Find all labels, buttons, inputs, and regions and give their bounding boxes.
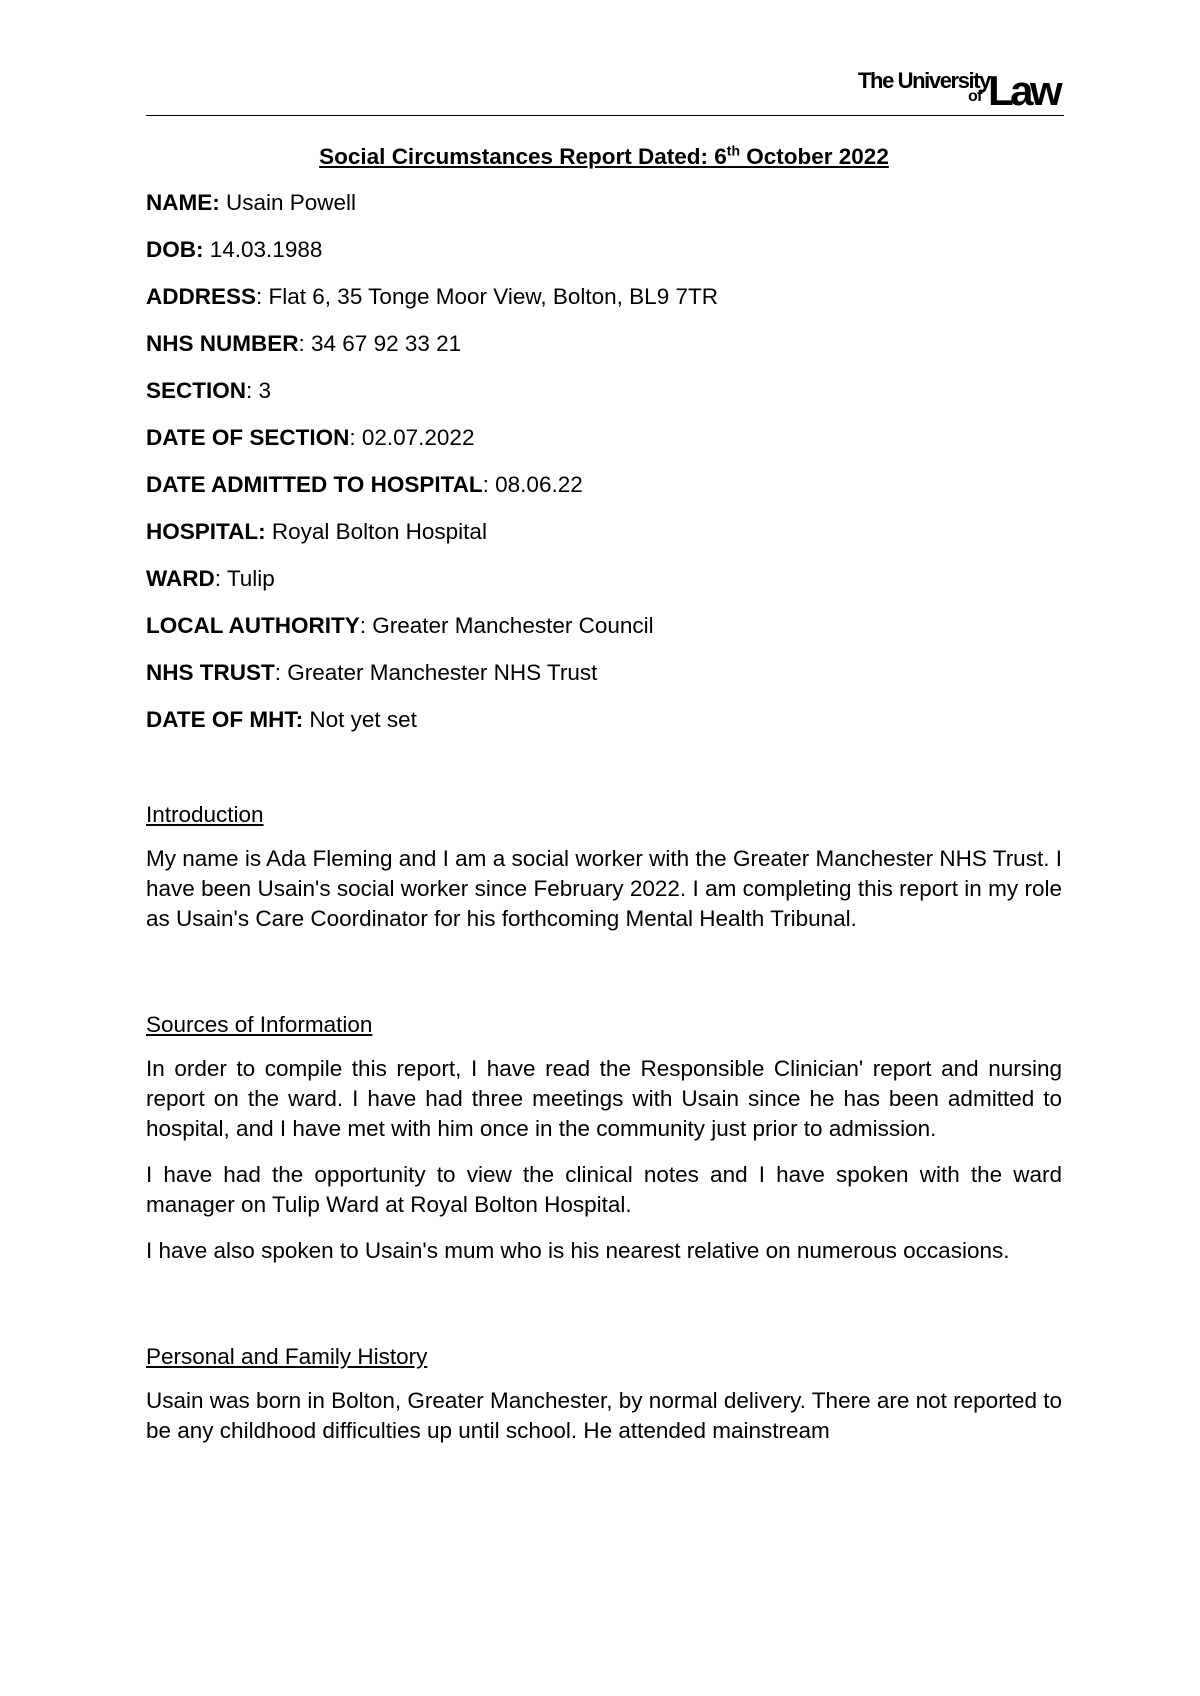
field-value: : 34 67 92 33 21 bbox=[298, 331, 462, 356]
university-of-law-logo bbox=[858, 68, 1064, 112]
field-label: DATE ADMITTED TO HOSPITAL bbox=[146, 472, 483, 497]
field-hospital bbox=[146, 517, 1062, 564]
field-label: ADDRESS bbox=[146, 284, 257, 309]
field-address bbox=[146, 282, 1062, 329]
field-value: : 02.07.2022 bbox=[349, 425, 475, 450]
field-value: Royal Bolton Hospital bbox=[265, 519, 487, 544]
field-value: : Flat 6, 35 Tonge Moor View, Bolton, BL9 7TR bbox=[256, 284, 718, 309]
field-label: DATE OF MHT: bbox=[146, 707, 304, 732]
report-title bbox=[146, 142, 1062, 174]
field-value: : 08.06.22 bbox=[482, 472, 583, 497]
field-label: LOCAL AUTHORITY bbox=[146, 613, 360, 638]
field-dob bbox=[146, 235, 1062, 282]
field-value: : Greater Manchester Council bbox=[359, 613, 654, 638]
field-label: WARD bbox=[146, 566, 215, 591]
field-label: NHS TRUST bbox=[146, 660, 275, 685]
field-ward bbox=[146, 564, 1062, 611]
field-local-authority bbox=[146, 611, 1062, 658]
paragraph: My name is Ada Fleming and I am a social worker with the Greater Manchester NHS Trust. I have been Usain's social worker since February 2022. I am completing this report in my role as Usain's Care Coordinator for his forthcoming Mental Health Tribunal. bbox=[146, 846, 1062, 931]
field-value: Usain Powell bbox=[219, 190, 357, 215]
field-nhs-number bbox=[146, 329, 1062, 376]
field-label: DATE OF SECTION bbox=[146, 425, 350, 450]
logo-line-of: of bbox=[968, 88, 982, 105]
logo-line-the-university: The University bbox=[858, 68, 991, 93]
report-title-prefix: Social Circumstances Report Dated: 6 bbox=[319, 144, 727, 169]
report-title-superscript: th bbox=[726, 142, 741, 159]
field-date-of-mht bbox=[146, 705, 1062, 752]
field-date-admitted bbox=[146, 470, 1062, 517]
paragraph: I have had the opportunity to view the clinical notes and I have spoken with the ward manager on Tulip Ward at Royal Bolton Hospital. bbox=[146, 1162, 1062, 1217]
paragraph: I have also spoken to Usain's mum who is his nearest relative on numerous occasions. bbox=[146, 1238, 1010, 1263]
logo-line-law: Law bbox=[988, 67, 1060, 114]
section-heading-sources: Sources of Information bbox=[146, 1012, 373, 1037]
field-value: 14.03.1988 bbox=[203, 237, 323, 262]
field-label: NAME: bbox=[146, 190, 220, 215]
field-section bbox=[146, 376, 1062, 423]
section-heading-introduction: Introduction bbox=[146, 802, 264, 827]
field-label: HOSPITAL: bbox=[146, 519, 266, 544]
field-date-of-section bbox=[146, 423, 1062, 470]
paragraph: In order to compile this report, I have read the Responsible Clinician' report and nursing report on the ward. I have had three meetings with Usain since he has been admitted to hospital, and I have met with him once in the community just prior to admission. bbox=[146, 1056, 1062, 1141]
field-nhs-trust bbox=[146, 658, 1062, 705]
field-value: : Greater Manchester NHS Trust bbox=[274, 660, 598, 685]
paragraph: Usain was born in Bolton, Greater Manchester, by normal delivery. There are not reported to be any childhood difficulties up until school. He attended mainstream bbox=[146, 1388, 1062, 1443]
field-value: : Tulip bbox=[214, 566, 275, 591]
field-value: : 3 bbox=[246, 378, 272, 403]
field-value: Not yet set bbox=[303, 707, 417, 732]
field-name bbox=[146, 188, 1062, 235]
field-label: NHS NUMBER bbox=[146, 331, 299, 356]
section-heading-personal-family-history: Personal and Family History bbox=[146, 1344, 428, 1369]
report-title-suffix: October 2022 bbox=[740, 144, 889, 169]
header-divider bbox=[146, 115, 1064, 116]
report-body bbox=[146, 142, 1062, 1462]
field-label: SECTION bbox=[146, 378, 247, 403]
field-label: DOB: bbox=[146, 237, 204, 262]
